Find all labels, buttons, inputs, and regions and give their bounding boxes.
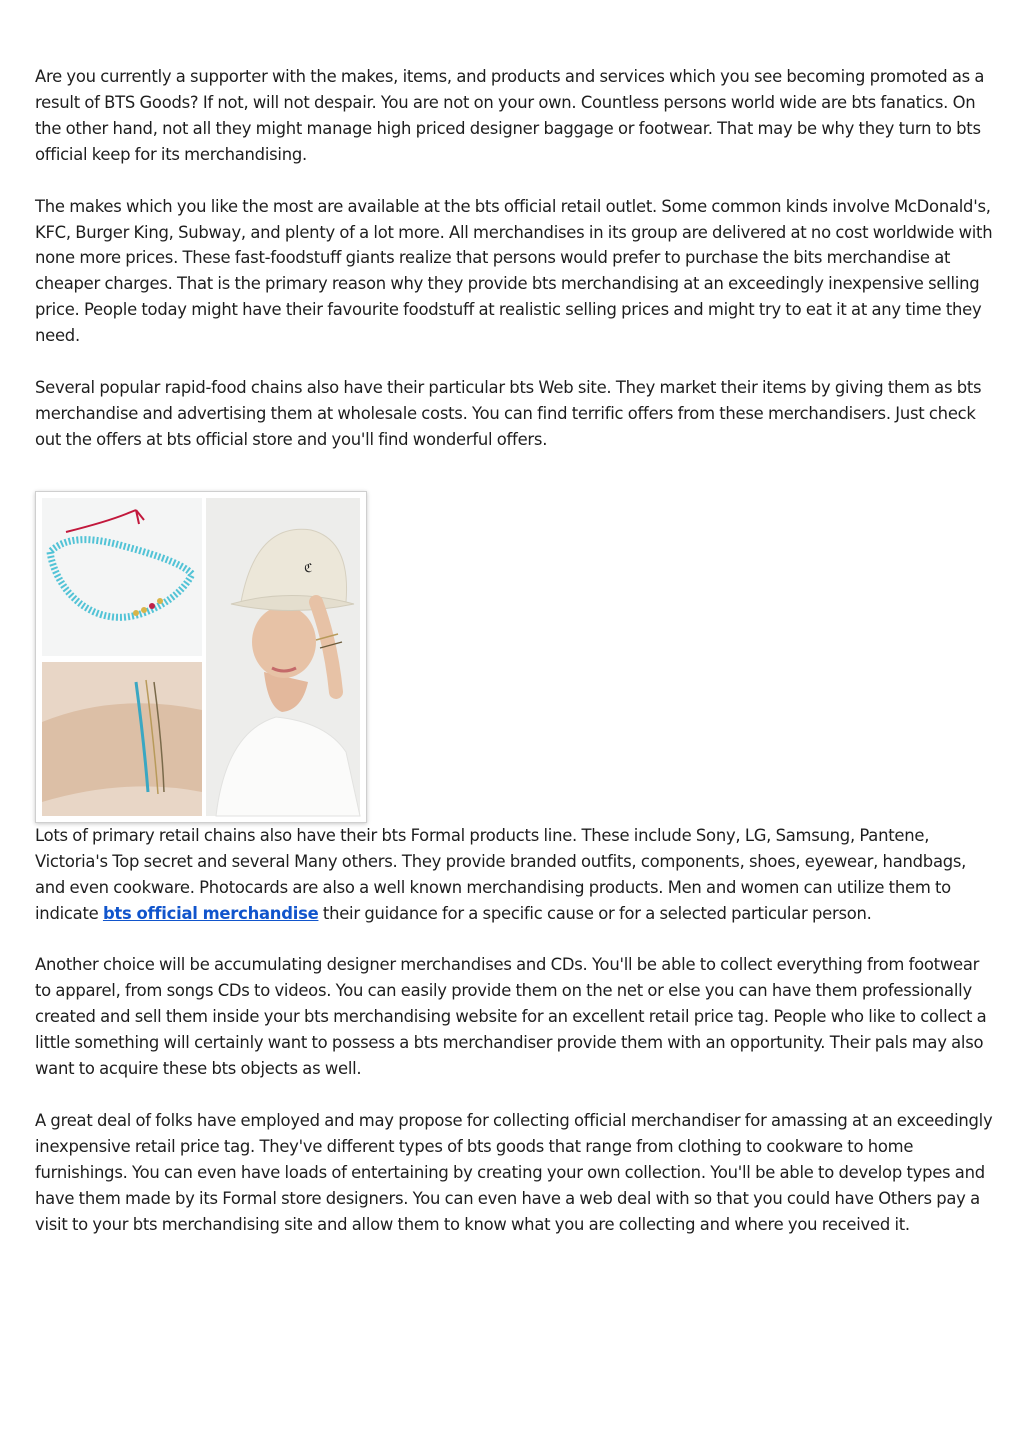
paragraph-2: The makes which you like the most are available at the bts official retail outlet. Some common kinds involve McDonald's, KFC, Burger King, Subway, and plenty of a lot more. All merchandises in its group are delivered at no cost worldwide with none more prices. These fast-foodstuff giants realize that persons would prefer to purchase the bits merchandise at cheaper charges. That is the primary reason why they provide bts merchandising at an exceedingly inexpensive selling price. People today might have their favourite foodstuff at realistic selling prices and might try to eat it at any time they need. xyxy=(35,196,993,346)
product-photo-collage xyxy=(35,491,367,823)
svg-text:ℭ: ℭ xyxy=(304,560,313,575)
bts-official-merchandise-link[interactable]: bts official merchandise xyxy=(102,903,319,923)
bracelet-photo-panel xyxy=(42,498,202,656)
paragraph-5: Another choice will be accumulating designer merchandises and CDs. You'll be able to collect everything from footwear to apparel, from songs CDs to videos. You can easily provide them on the net or else you can have them professionally created and sell them inside your bts merchandising website for an excellent retail price tag. People who like to collect a little something will certainly want to possess a bts merchandiser provide them with an opportunity. Their pals may also want to acquire these bts objects as well. xyxy=(35,955,987,1079)
paragraph-4 xyxy=(35,823,995,927)
paragraph-4-text-before: Lots of primary retail chains also have their bts Formal products line. These include Sony, LG, Samsung, Pantene, Victoria's Top secret and several Many others. They provide branded outfits, components, shoes, eyewear, handbags, and even cookware. Photocards are also a well known merchandising products. Men and women can utilize them to indicate xyxy=(35,825,967,923)
paragraph-1: Are you currently a supporter with the makes, items, and products and services which you see becoming promoted as a result of BTS Goods? If not, will not despair. You are not on your own. Countless persons world wide are bts fanatics. On the other hand, not all they might manage high priced designer baggage or footwear. That may be why they turn to bts official keep for its merchandising. xyxy=(35,67,985,164)
paragraph-3: Several popular rapid-food chains also have their particular bts Web site. They market their items by giving them as bts merchandise and advertising them at wholesale costs. You can find terrific offers from these merchandisers. Just check out the offers at bts official store and you'll find wonderful offers. xyxy=(35,378,982,449)
article-body xyxy=(35,64,995,1237)
paragraph-6: A great deal of folks have employed and may propose for collecting official merchandiser for amassing at an exceedingly inexpensive retail price tag. They've different types of bts goods that range from clothing to cookware to home furnishings. You can even have loads of entertaining by creating your own collection. You'll be able to develop types and have them made by its Formal store designers. You can even have a web deal with so that you could have Others pay a visit to your bts merchandising site and allow them to know what you are collecting and where you received it. xyxy=(35,1110,993,1234)
paragraph-4-text-after: their guidance for a specific cause or for a selected particular person. xyxy=(318,903,872,923)
